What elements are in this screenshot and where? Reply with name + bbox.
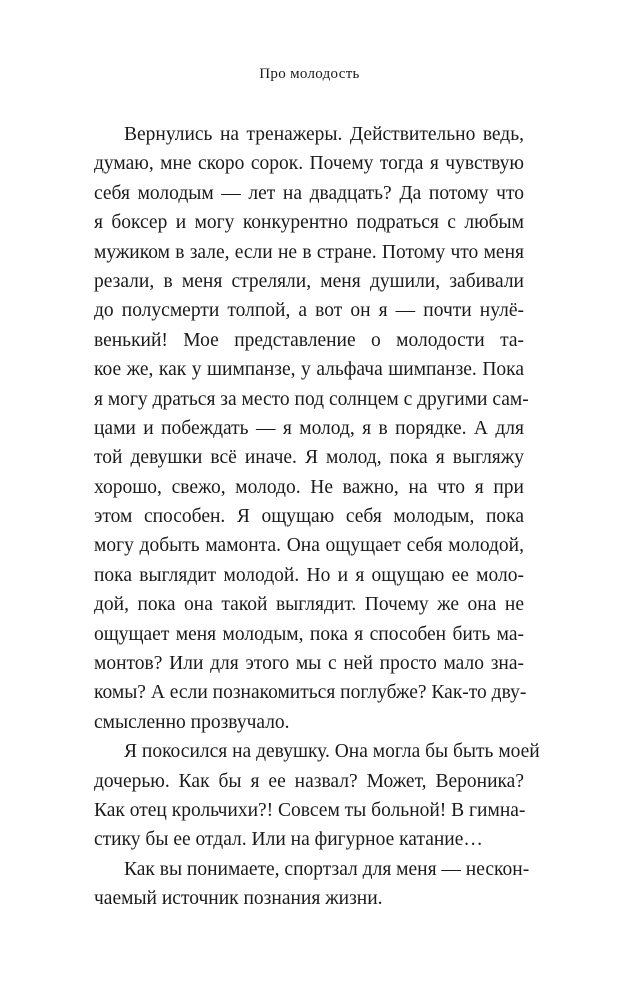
text-line: думаю, мне скоро сорок. Почему тогда я чувствую — [94, 153, 524, 175]
text-line: я могу драться за место под солнцем с другими сам- — [94, 388, 529, 410]
text-line: мужиком в зале, если не в стране. Потому что меня — [94, 241, 524, 263]
paragraph — [94, 120, 529, 737]
text-line: хорошо, свежо, молодо. Не важно, на что я при — [94, 476, 524, 498]
text-line: могу добыть мамонта. Она ощущает себя молодой, — [94, 535, 524, 557]
text-line: той девушки всё иначе. Я молод, пока я выгляжу — [94, 447, 524, 469]
text-line: венький! Мое представление о молодости та- — [94, 329, 524, 351]
text-line: кое же, как у шимпанзе, у альфача шимпанзе. Пока — [94, 359, 524, 381]
text-line: смысленно прозвучало. — [94, 711, 290, 733]
text-line: резали, в меня стреляли, меня душили, забивали — [94, 270, 524, 292]
text-line: ощущает меня молодым, пока я способен бить ма- — [94, 623, 524, 645]
text-line: Как отец крольчихи?! Совсем ты больной! В гимна- — [94, 799, 526, 821]
text-line: Как вы понимаете, спортзал для меня — нескон- — [124, 858, 530, 880]
body-text — [94, 120, 540, 914]
text-line: дой, пока она такой выглядит. Почему же она не — [94, 594, 524, 616]
text-line: Вернулись на тренажеры. Действительно ведь, — [124, 124, 524, 145]
text-line: чаемый источник познания жизни. — [94, 888, 383, 910]
text-line: дочерью. Как бы я ее назвал? Может, Вероника? — [94, 770, 524, 792]
text-line: я боксер и могу конкурентно подраться с любым — [94, 212, 524, 234]
text-line: Я покосился на девушку. Она могла бы быть моей — [124, 741, 540, 763]
paragraph — [94, 855, 530, 914]
text-line: этом способен. Я ощущаю себя молодым, пока — [94, 506, 524, 528]
text-line: себя молодым — лет на двадцать? Да потому что — [94, 182, 524, 204]
text-line: монтов? Или для этого мы с ней просто мало зна- — [94, 653, 524, 675]
text-line: стику бы ее отдал. Или на фигурное катание… — [94, 829, 483, 851]
text-line: комы? А если познакомиться поглубже? Как-то дву- — [94, 682, 527, 704]
text-line: до полусмерти толпой, а вот он я — почти нулё- — [94, 300, 524, 322]
text-line: цами и побеждать — я молод, я в порядке. А для — [94, 417, 524, 439]
running-head: Про молодость — [259, 66, 360, 82]
text-line: пока выглядит молодой. Но и я ощущаю ее моло- — [94, 564, 524, 586]
paragraph — [94, 737, 540, 855]
